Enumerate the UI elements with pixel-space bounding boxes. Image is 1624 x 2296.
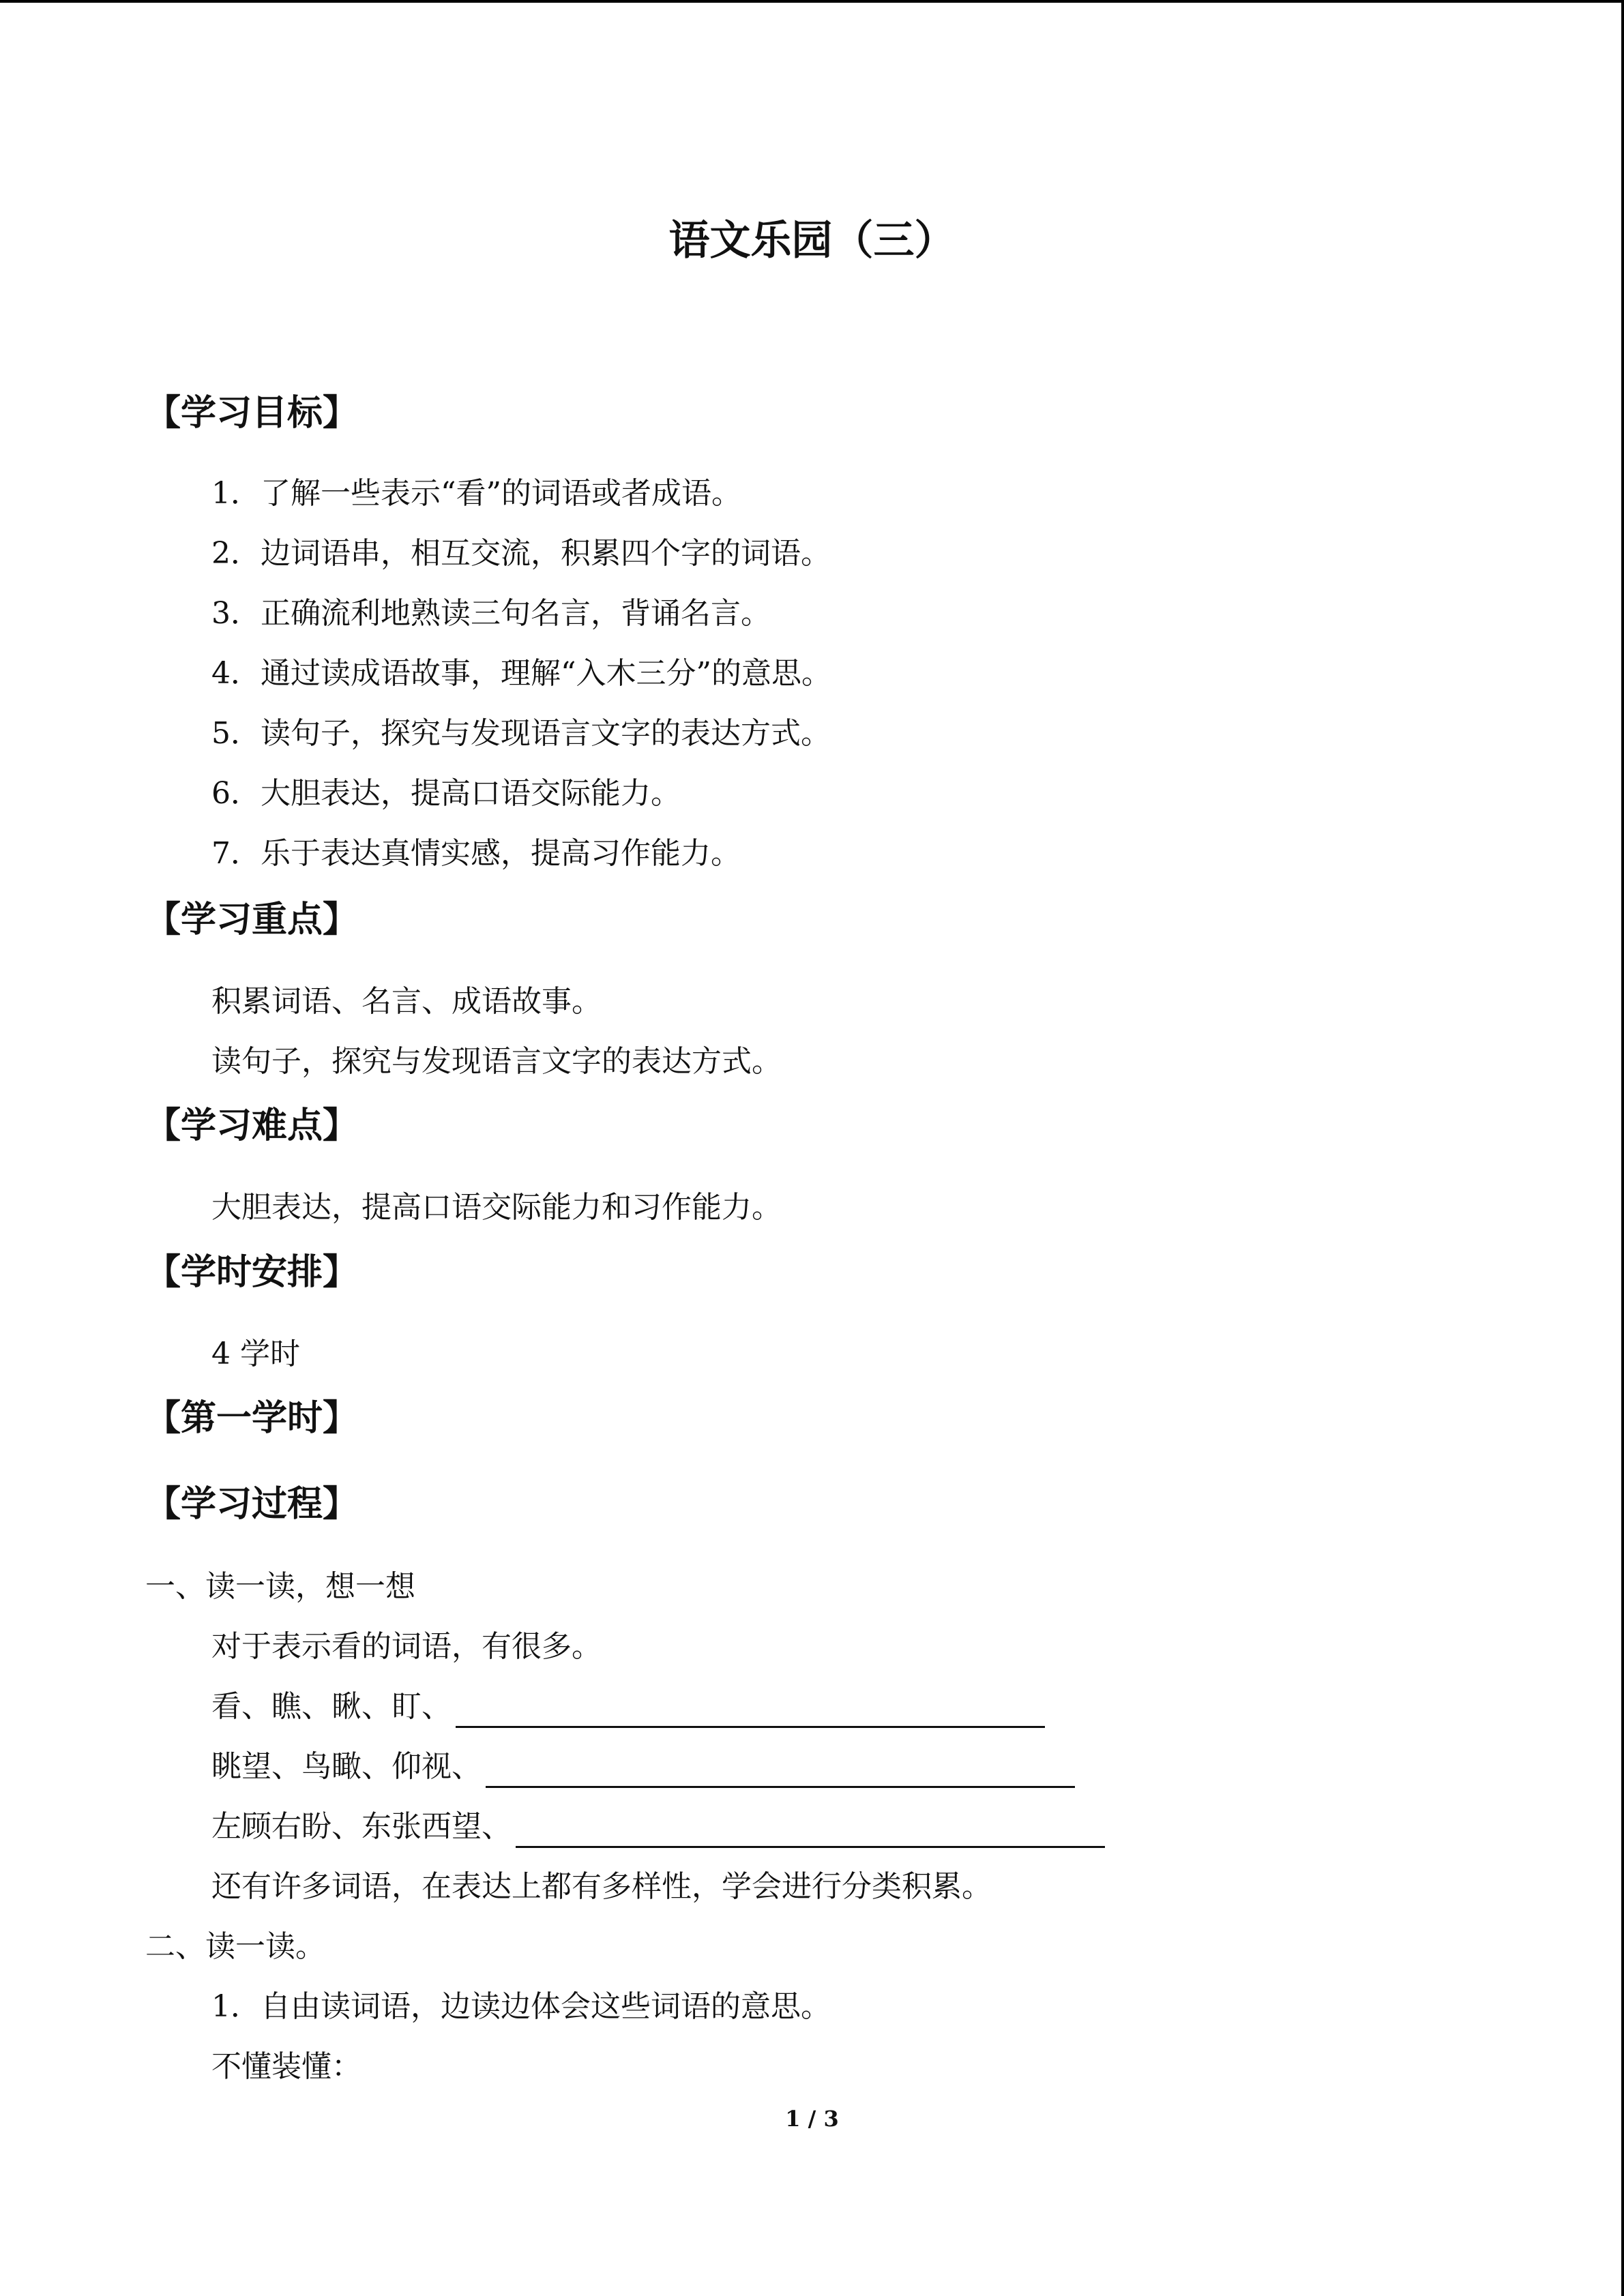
key-point-item-2: 读句子，探究与发现语言文字的表达方式。 xyxy=(211,1044,782,1079)
fill-blank-3[interactable] xyxy=(516,1813,1105,1848)
fill-line-3-prompt: 左顾右盼、东张西望、 xyxy=(211,1809,512,1844)
fill-line-3 xyxy=(211,1806,1105,1848)
fill-blank-2[interactable] xyxy=(486,1753,1075,1788)
fill-line-1-prompt: 看、瞧、瞅、盯、 xyxy=(211,1689,452,1724)
heading-key-points: 【学习重点】 xyxy=(145,899,359,940)
part1-intro: 对于表示看的词语，有很多。 xyxy=(211,1629,602,1664)
heading-learning-process: 【学习过程】 xyxy=(145,1483,359,1525)
part1-title: 一、读一读，想一想 xyxy=(145,1569,415,1604)
part2-title: 二、读一读。 xyxy=(145,1929,325,1964)
part1-summary: 还有许多词语，在表达上都有多样性，学会进行分类积累。 xyxy=(211,1869,992,1904)
schedule-item-1: 4 学时 xyxy=(211,1337,300,1371)
goal-item-1: 1．了解一些表示“看”的词语或者成语。 xyxy=(211,476,741,511)
goal-item-4: 4．通过读成语故事，理解“入木三分”的意思。 xyxy=(211,656,831,691)
fill-line-1 xyxy=(211,1686,1045,1728)
fill-blank-1[interactable] xyxy=(456,1693,1045,1728)
fill-line-2-prompt: 眺望、鸟瞰、仰视、 xyxy=(211,1749,482,1784)
page-number: 1 / 3 xyxy=(785,2106,839,2132)
goal-item-5: 5．读句子，探究与发现语言文字的表达方式。 xyxy=(211,716,831,751)
goal-item-3: 3．正确流利地熟读三句名言，背诵名言。 xyxy=(211,596,771,631)
part2-item-1: 1．自由读词语，边读边体会这些词语的意思。 xyxy=(211,1989,831,2024)
heading-difficulties: 【学习难点】 xyxy=(145,1105,359,1146)
key-point-item-1: 积累词语、名言、成语故事。 xyxy=(211,984,602,1019)
heading-schedule: 【学时安排】 xyxy=(145,1251,359,1293)
page-border-top xyxy=(0,0,1624,3)
page-border-right xyxy=(1621,0,1624,2296)
goal-item-7: 7．乐于表达真情实感，提高习作能力。 xyxy=(211,836,741,871)
part2-item-2: 不懂装懂： xyxy=(211,2049,361,2084)
difficulty-item-1: 大胆表达，提高口语交际能力和习作能力。 xyxy=(211,1190,782,1225)
goal-item-2: 2．边词语串，相互交流，积累四个字的词语。 xyxy=(211,536,831,571)
page-title: 语文乐园（三） xyxy=(668,217,956,265)
heading-first-period: 【第一学时】 xyxy=(145,1397,359,1439)
fill-line-2 xyxy=(211,1746,1075,1788)
goal-item-6: 6．大胆表达，提高口语交际能力。 xyxy=(211,776,681,811)
heading-learning-goals: 【学习目标】 xyxy=(145,392,359,434)
